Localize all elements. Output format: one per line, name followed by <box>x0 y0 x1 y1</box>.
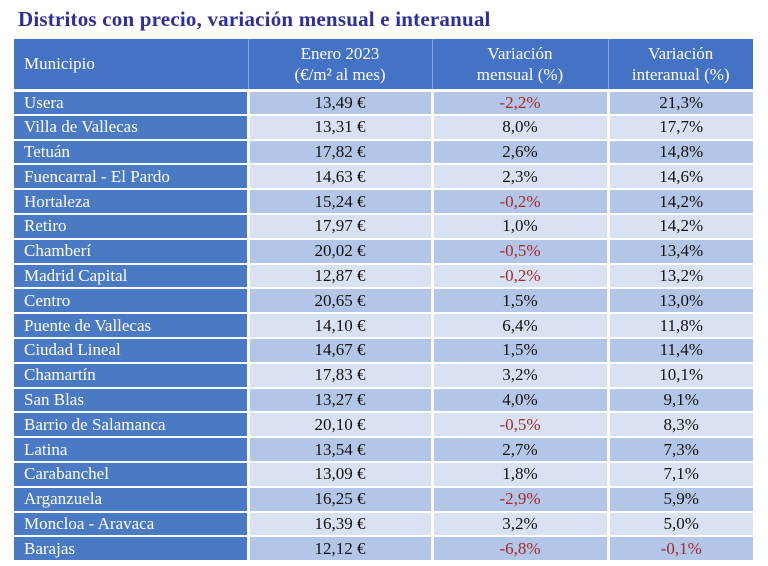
cell-monthly-variation: -0,2% <box>432 264 608 289</box>
cell-price: 17,82 € <box>248 140 432 165</box>
cell-district-name: Chamberí <box>14 239 248 264</box>
cell-district-name: Carabanchel <box>14 462 248 487</box>
table-header <box>14 39 753 90</box>
cell-district-name: Barrio de Salamanca <box>14 412 248 437</box>
cell-district-name: Retiro <box>14 214 248 239</box>
cell-district-name: Latina <box>14 437 248 462</box>
cell-district-name: Hortaleza <box>14 189 248 214</box>
cell-district-name: San Blas <box>14 388 248 413</box>
cell-district-name: Fuencarral - El Pardo <box>14 164 248 189</box>
cell-district-name: Tetuán <box>14 140 248 165</box>
cell-monthly-variation: 3,2% <box>432 363 608 388</box>
cell-district-name: Barajas <box>14 536 248 561</box>
districts-table <box>14 39 753 562</box>
cell-monthly-variation: 1,5% <box>432 338 608 363</box>
cell-monthly-variation: -0,5% <box>432 412 608 437</box>
cell-monthly-variation: 4,0% <box>432 388 608 413</box>
table-row <box>14 189 753 214</box>
header-line: (€/m² al mes) <box>294 64 386 84</box>
cell-district-name: Ciudad Lineal <box>14 338 248 363</box>
table-row <box>14 536 753 561</box>
cell-yearly-variation: 14,8% <box>608 140 753 165</box>
cell-yearly-variation: 14,2% <box>608 189 753 214</box>
page-title: Distritos con precio, variación mensual e interanual <box>18 7 491 31</box>
cell-monthly-variation: 1,8% <box>432 462 608 487</box>
table-row <box>14 214 753 239</box>
cell-yearly-variation: 10,1% <box>608 363 753 388</box>
cell-yearly-variation: 7,1% <box>608 462 753 487</box>
table-row <box>14 115 753 140</box>
cell-monthly-variation: 3,2% <box>432 512 608 537</box>
cell-district-name: Moncloa - Aravaca <box>14 512 248 537</box>
cell-monthly-variation: 1,0% <box>432 214 608 239</box>
cell-monthly-variation: -6,8% <box>432 536 608 561</box>
cell-yearly-variation: 17,7% <box>608 115 753 140</box>
cell-district-name: Villa de Vallecas <box>14 115 248 140</box>
cell-yearly-variation: 14,6% <box>608 164 753 189</box>
cell-monthly-variation: 2,6% <box>432 140 608 165</box>
cell-yearly-variation: 9,1% <box>608 388 753 413</box>
cell-monthly-variation: 6,4% <box>432 313 608 338</box>
cell-district-name: Centro <box>14 288 248 313</box>
column-header-price <box>248 39 432 90</box>
cell-yearly-variation: -0,1% <box>608 536 753 561</box>
cell-yearly-variation: 14,2% <box>608 214 753 239</box>
header-line: Municipio <box>24 54 95 74</box>
cell-price: 16,39 € <box>248 512 432 537</box>
cell-monthly-variation: -0,5% <box>432 239 608 264</box>
cell-monthly-variation: 2,7% <box>432 437 608 462</box>
header-line: interanual (%) <box>631 64 730 84</box>
cell-price: 20,02 € <box>248 239 432 264</box>
header-line: Variación <box>648 43 714 63</box>
cell-price: 15,24 € <box>248 189 432 214</box>
cell-price: 13,09 € <box>248 462 432 487</box>
table-body <box>14 90 753 561</box>
cell-yearly-variation: 21,3% <box>608 90 753 115</box>
cell-yearly-variation: 8,3% <box>608 412 753 437</box>
cell-price: 20,65 € <box>248 288 432 313</box>
cell-price: 12,87 € <box>248 264 432 289</box>
table-row <box>14 164 753 189</box>
table-row <box>14 363 753 388</box>
table-row <box>14 288 753 313</box>
column-header-municipio <box>14 39 248 90</box>
cell-price: 14,67 € <box>248 338 432 363</box>
cell-price: 12,12 € <box>248 536 432 561</box>
table-row <box>14 388 753 413</box>
header-line: Enero 2023 <box>300 43 380 63</box>
header-row <box>14 39 753 90</box>
cell-district-name: Puente de Vallecas <box>14 313 248 338</box>
table-row <box>14 264 753 289</box>
cell-price: 17,83 € <box>248 363 432 388</box>
cell-district-name: Usera <box>14 90 248 115</box>
cell-monthly-variation: 1,5% <box>432 288 608 313</box>
table-row <box>14 313 753 338</box>
cell-monthly-variation: -2,2% <box>432 90 608 115</box>
cell-price: 16,25 € <box>248 487 432 512</box>
table-row <box>14 90 753 115</box>
cell-price: 13,49 € <box>248 90 432 115</box>
cell-yearly-variation: 7,3% <box>608 437 753 462</box>
table-row <box>14 487 753 512</box>
cell-yearly-variation: 11,4% <box>608 338 753 363</box>
table-row <box>14 412 753 437</box>
cell-monthly-variation: -0,2% <box>432 189 608 214</box>
cell-price: 13,27 € <box>248 388 432 413</box>
table-row <box>14 462 753 487</box>
cell-monthly-variation: 2,3% <box>432 164 608 189</box>
column-header-yearly-variation <box>608 39 753 90</box>
cell-district-name: Chamartín <box>14 363 248 388</box>
cell-district-name: Arganzuela <box>14 487 248 512</box>
cell-yearly-variation: 13,2% <box>608 264 753 289</box>
cell-price: 13,54 € <box>248 437 432 462</box>
cell-price: 14,10 € <box>248 313 432 338</box>
cell-district-name: Madrid Capital <box>14 264 248 289</box>
cell-yearly-variation: 13,4% <box>608 239 753 264</box>
cell-yearly-variation: 5,9% <box>608 487 753 512</box>
header-line: Variación <box>487 43 553 63</box>
cell-yearly-variation: 11,8% <box>608 313 753 338</box>
cell-yearly-variation: 5,0% <box>608 512 753 537</box>
table-row <box>14 512 753 537</box>
cell-price: 17,97 € <box>248 214 432 239</box>
header-line: mensual (%) <box>476 64 564 84</box>
table-row <box>14 140 753 165</box>
cell-price: 14,63 € <box>248 164 432 189</box>
cell-price: 20,10 € <box>248 412 432 437</box>
column-header-monthly-variation <box>432 39 608 90</box>
cell-monthly-variation: 8,0% <box>432 115 608 140</box>
cell-monthly-variation: -2,9% <box>432 487 608 512</box>
cell-yearly-variation: 13,0% <box>608 288 753 313</box>
table-row <box>14 437 753 462</box>
cell-price: 13,31 € <box>248 115 432 140</box>
table-row <box>14 239 753 264</box>
table-row <box>14 338 753 363</box>
